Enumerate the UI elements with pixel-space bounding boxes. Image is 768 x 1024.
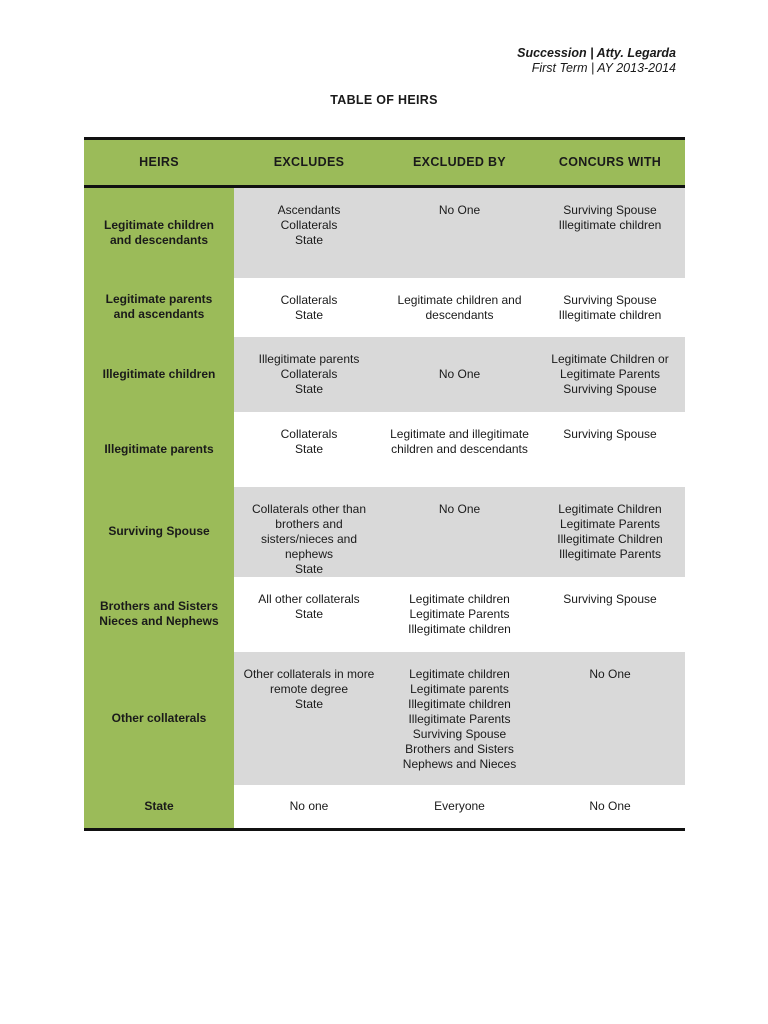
cell-text: Illegitimate parents	[258, 351, 360, 366]
excluded-by-cell	[384, 785, 535, 830]
cell-text: Legitimate and illegitimate children and descendants	[390, 426, 529, 456]
cell-text: Ascendants	[277, 203, 341, 217]
column-header-excludes: EXCLUDES	[234, 139, 384, 187]
cell-text: State	[294, 233, 324, 247]
excluded-by-cell	[384, 278, 535, 337]
cell-text: Legitimate parents	[410, 681, 509, 696]
cell-text: and descendants	[109, 232, 209, 247]
table-row	[84, 577, 685, 652]
cell-text: Illegitimate Parents	[408, 711, 511, 726]
cell-text: Legitimate parents	[105, 292, 213, 306]
cell-text: Legitimate children	[409, 591, 510, 606]
table-header	[84, 139, 685, 187]
cell-text: Illegitimate parents	[104, 441, 214, 456]
heir-cell	[84, 412, 234, 487]
cell-text: Legitimate Parents	[559, 366, 661, 381]
heir-cell	[84, 337, 234, 412]
excludes-cell	[234, 487, 384, 577]
heir-cell	[84, 187, 234, 278]
table-row	[84, 652, 685, 785]
cell-text: Surviving Spouse	[563, 203, 657, 217]
cell-text: Brothers and Sisters	[405, 741, 514, 756]
heir-cell	[84, 278, 234, 337]
cell-text: Collaterals other than brothers and sisters/nieces and nephews	[251, 501, 367, 561]
cell-text: State	[144, 798, 174, 813]
cell-text: Surviving Spouse	[563, 591, 657, 606]
cell-text: Legitimate Children	[558, 501, 662, 516]
cell-text: and ascendants	[113, 307, 205, 321]
heir-cell	[84, 577, 234, 652]
term-label: First Term | AY 2013-2014	[531, 61, 676, 75]
cell-text: State	[294, 441, 324, 456]
cell-text: Surviving Spouse	[563, 426, 657, 441]
concurs-with-cell	[535, 187, 685, 278]
excluded-by-cell	[384, 412, 535, 487]
table-row	[84, 412, 685, 487]
cell-text: Brothers and Sisters	[99, 599, 219, 613]
cell-text: No One	[438, 366, 481, 381]
cell-text: Illegitimate Parents	[558, 546, 662, 561]
excluded-by-cell	[384, 652, 535, 785]
cell-text: Illegitimate children	[408, 696, 511, 711]
cell-text: Illegitimate children	[408, 621, 511, 636]
heir-cell	[84, 487, 234, 577]
cell-text: State	[294, 696, 324, 711]
excluded-by-cell	[384, 337, 535, 412]
column-header-heirs: HEIRS	[84, 139, 234, 187]
table-row	[84, 187, 685, 278]
concurs-with-cell	[535, 785, 685, 830]
cell-text: Legitimate children	[409, 666, 510, 681]
cell-text: Nephews and Nieces	[402, 756, 517, 771]
cell-text: Legitimate children	[103, 217, 215, 232]
concurs-with-cell	[535, 652, 685, 785]
cell-text: Nieces and Nephews	[99, 614, 219, 628]
cell-text: State	[294, 307, 324, 322]
excluded-by-cell	[384, 187, 535, 278]
cell-text: Legitimate Children or	[551, 351, 669, 366]
column-header-excluded-by: EXCLUDED BY	[384, 139, 535, 187]
cell-text: Legitimate children and descendants	[397, 292, 522, 322]
cell-text: Legitimate Parents	[559, 516, 661, 531]
cell-text: Illegitimate children	[102, 366, 216, 381]
cell-text: Everyone	[434, 798, 485, 813]
cell-text: State	[294, 561, 324, 576]
cell-text: Illegitimate children	[558, 218, 662, 232]
table-row	[84, 785, 685, 830]
cell-text: Illegitimate Children	[557, 531, 663, 546]
concurs-with-cell	[535, 412, 685, 487]
table-row	[84, 487, 685, 577]
cell-text: Collaterals	[280, 292, 338, 307]
excludes-cell	[234, 187, 384, 278]
excludes-cell	[234, 652, 384, 785]
excludes-cell	[234, 337, 384, 412]
concurs-with-cell	[535, 487, 685, 577]
excludes-cell	[234, 785, 384, 830]
table-body	[84, 187, 685, 830]
cell-text: No One	[589, 666, 631, 681]
heirs-table	[84, 137, 685, 831]
excludes-cell	[234, 412, 384, 487]
concurs-with-cell	[535, 278, 685, 337]
cell-text: State	[294, 381, 324, 396]
cell-text: No one	[289, 798, 329, 813]
document-title: TABLE OF HEIRS	[330, 93, 438, 107]
cell-text: State	[294, 606, 324, 621]
table-row	[84, 278, 685, 337]
cell-text: Surviving Spouse	[108, 524, 210, 538]
cell-text: Collaterals	[280, 426, 338, 441]
cell-text: No One	[438, 203, 481, 217]
cell-text: Other collaterals	[111, 710, 207, 725]
header-row	[84, 139, 685, 187]
heir-cell	[84, 652, 234, 785]
table-row	[84, 337, 685, 412]
concurs-with-cell	[535, 577, 685, 652]
heir-cell	[84, 785, 234, 830]
cell-text: Collaterals	[280, 366, 338, 381]
cell-text: No One	[438, 501, 481, 516]
page-header	[517, 46, 676, 76]
course-title: Succession | Atty. Legarda	[517, 46, 676, 60]
cell-text: No One	[589, 798, 631, 813]
cell-text: Surviving Spouse	[412, 726, 507, 741]
excluded-by-cell	[384, 487, 535, 577]
excluded-by-cell	[384, 577, 535, 652]
cell-text: All other collaterals	[258, 591, 360, 606]
excludes-cell	[234, 278, 384, 337]
cell-text: Surviving Spouse	[563, 292, 657, 307]
cell-text: Illegitimate children	[558, 307, 662, 322]
cell-text: Other collaterals in more remote degree	[243, 666, 375, 696]
cell-text: Surviving Spouse	[563, 381, 657, 396]
column-header-concurs-with: CONCURS WITH	[535, 139, 685, 187]
cell-text: Legitimate Parents	[409, 606, 510, 621]
cell-text: Collaterals	[280, 218, 338, 232]
concurs-with-cell	[535, 337, 685, 412]
excludes-cell	[234, 577, 384, 652]
